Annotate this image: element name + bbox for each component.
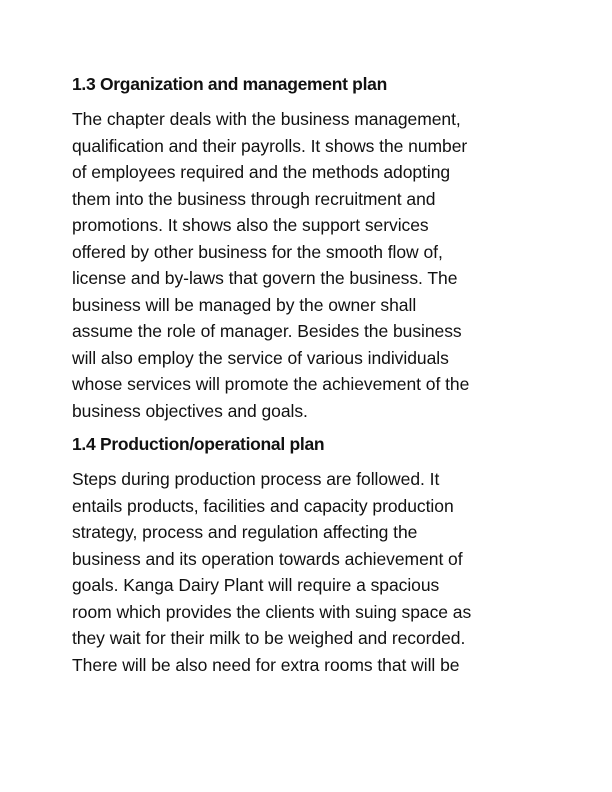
section-paragraph — [72, 106, 542, 424]
paragraph-line: them into the business through recruitment and — [72, 188, 436, 209]
paragraph-line: The chapter deals with the business management, — [72, 109, 461, 129]
paragraph-line: license and by-laws that govern the business. The — [72, 268, 458, 288]
paragraph-line: business will be managed by the owner shall — [72, 294, 417, 315]
document-page — [72, 72, 542, 686]
paragraph-line: Steps during production process are followed. It — [72, 469, 440, 489]
paragraph-line: whose services will promote the achievement of the — [72, 374, 470, 394]
paragraph-line: entails products, facilities and capacity production — [72, 495, 454, 516]
paragraph-line: offered by other business for the smooth flow of, — [72, 241, 443, 262]
section-heading: 1.4 Production/operational plan — [72, 434, 325, 454]
paragraph-line: assume the role of manager. Besides the business — [72, 321, 462, 341]
paragraph-line: strategy, process and regulation affecting the — [72, 522, 418, 542]
section-heading: 1.3 Organization and management plan — [72, 74, 387, 94]
paragraph-line: promotions. It shows also the support services — [72, 215, 429, 235]
paragraph-line: business objectives and goals. — [72, 400, 308, 421]
paragraph-line: of employees required and the methods adopting — [72, 162, 451, 182]
section-production-operational — [72, 432, 542, 678]
paragraph-line: they wait for their milk to be weighed and recorded. — [72, 628, 466, 648]
paragraph-line: will also employ the service of various individuals — [72, 347, 449, 368]
paragraph-line: There will be also need for extra rooms that will be — [72, 654, 460, 675]
section-organization-management — [72, 72, 542, 424]
section-paragraph — [72, 466, 542, 678]
paragraph-line: qualification and their payrolls. It shows the number — [72, 135, 468, 156]
paragraph-line: business and its operation towards achievement of — [72, 548, 463, 569]
paragraph-line: room which provides the clients with suing space as — [72, 601, 472, 622]
paragraph-line: goals. Kanga Dairy Plant will require a spacious — [72, 575, 440, 595]
